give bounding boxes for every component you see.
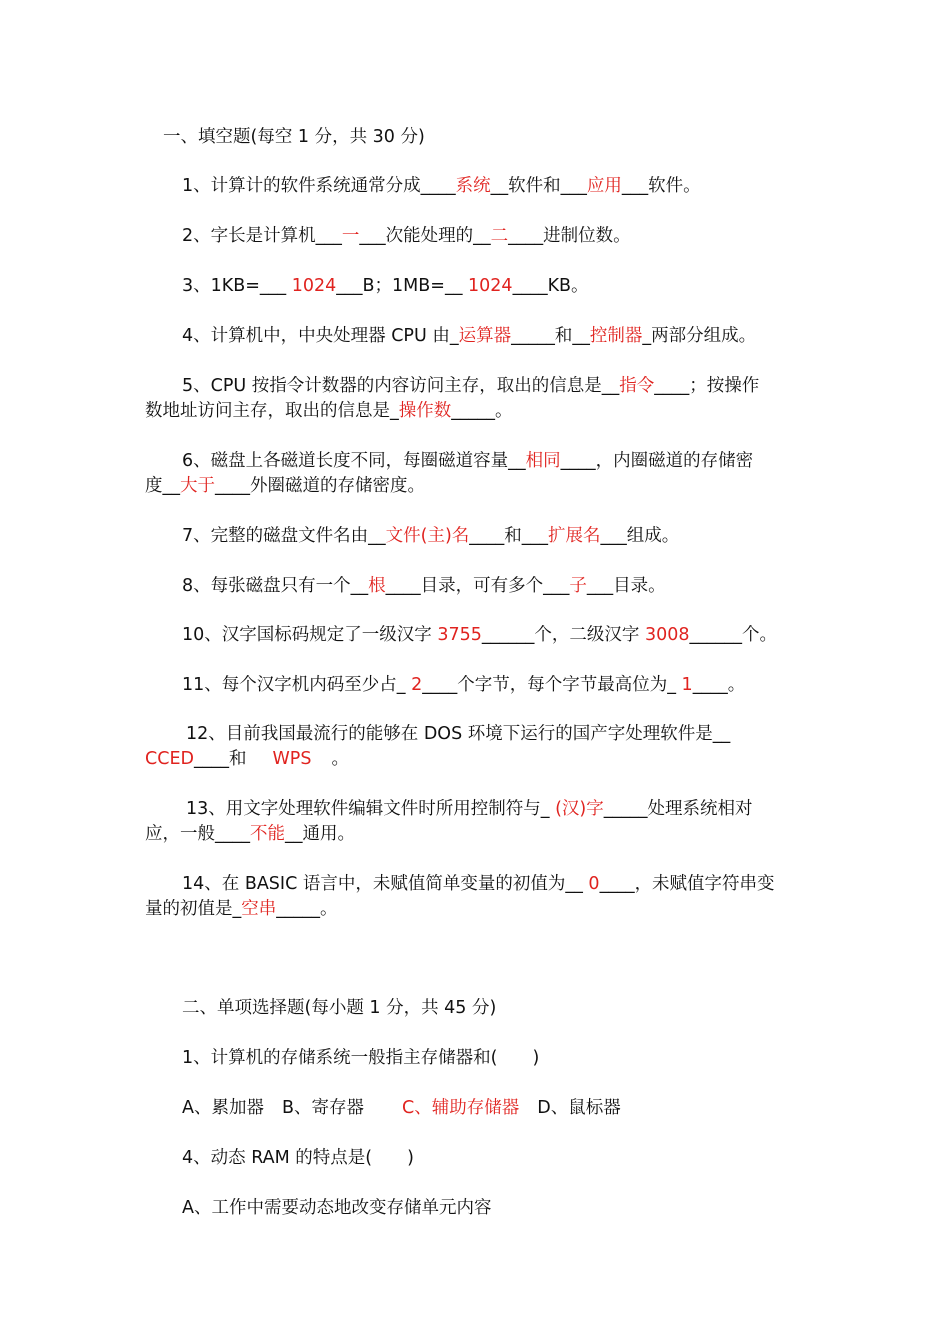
q4-text-b: _____和__	[511, 326, 590, 346]
q5-text-a: 5、CPU 按指令计数器的内容访问主存，取出的信息是__	[182, 376, 620, 396]
question-14-line-2	[145, 897, 338, 921]
q7-answer-2: 扩展名	[548, 526, 601, 546]
question-13-line-2	[145, 822, 355, 846]
q6-text-a: 6、磁盘上各磁道长度不同，每圈磁道容量__	[182, 451, 526, 471]
q11-text-a: 11、每个汉字机内码至少占_	[182, 675, 412, 695]
q7-text-b: ____和___	[469, 526, 549, 546]
q6-answer-2: 大于	[180, 476, 215, 496]
q11-answer-2: 1	[681, 675, 693, 695]
q5-answer-2: 操作数	[398, 401, 452, 421]
q8-text-b: ____目录，可有多个___	[385, 576, 570, 596]
q5-text-b: ____；按操作	[654, 376, 760, 396]
q10-text-a: 10、汉字国标码规定了一级汉字	[182, 625, 438, 645]
q8-text-a: 8、每张磁盘只有一个__	[182, 576, 369, 596]
q3-answer-2: 1024	[468, 276, 513, 296]
q13-answer-2: 不能	[250, 824, 285, 844]
question-3	[182, 274, 589, 298]
q5-text-d: _____。	[451, 401, 513, 421]
choice-question-1-options	[182, 1096, 621, 1120]
q1-blank-a: ____	[420, 176, 456, 196]
option-c: C、辅助存储器	[402, 1098, 520, 1118]
question-5-line-2	[145, 399, 513, 423]
question-12-line-2	[145, 747, 349, 771]
section-2-title: 二、单项选择题(每小题 1 分，共 45 分)	[182, 998, 497, 1018]
choice-question-4-option-a: A、工作中需要动态地改变存储单元内容	[182, 1198, 492, 1218]
q10-answer-1: 3755	[437, 625, 482, 645]
q13-text-b: _____处理系统相对	[603, 799, 753, 819]
q14-text-a: 14、在 BASIC 语言中，未赋值简单变量的初值为__	[182, 874, 589, 894]
question-6-line-1	[182, 449, 753, 473]
q5-text-c: 数地址访问主存，取出的信息是_	[145, 401, 399, 421]
question-11	[182, 673, 745, 697]
q7-text-c: ___组成。	[600, 526, 680, 546]
question-13-line-1	[186, 797, 753, 821]
q1-text-d: ___软件。	[621, 176, 701, 196]
q3-text-c: ____KB。	[512, 276, 589, 296]
q13-answer-1: (汉)字	[555, 799, 604, 819]
q4-text-c: _两部分组成。	[642, 326, 757, 346]
q13-text-a: 13、用文字处理软件编辑文件时所用控制符与_	[186, 799, 556, 819]
q2-answer-2: 二	[490, 226, 509, 246]
q14-answer-2: 空串	[241, 899, 277, 919]
q2-text-b: ___次能处理的__	[359, 226, 491, 246]
q8-answer-1: 根	[368, 576, 386, 596]
q14-text-b: ____，未赋值字符串变	[599, 874, 775, 894]
q12-text-c: 。	[331, 749, 349, 769]
choice-question-4: 4、动态 RAM 的特点是( )	[182, 1148, 414, 1168]
q8-answer-2: 子	[569, 576, 587, 596]
section-1-title: 一、填空题(每空 1 分，共 30 分)	[163, 127, 425, 147]
q7-answer-1: 文件(主)名	[385, 526, 470, 546]
question-8	[182, 574, 666, 598]
question-7	[182, 524, 679, 548]
question-12-line-1: 12、目前我国最流行的能够在 DOS 环境下运行的国产字处理软件是__	[186, 724, 731, 744]
q14-answer-1: 0	[588, 874, 600, 894]
q11-text-b: ____个字节，每个字节最高位为_	[422, 675, 682, 695]
q3-text-a: 3、1KB=___	[182, 276, 292, 296]
q6-text-d: ____外圈磁道的存储密度。	[215, 476, 425, 496]
q5-answer-1: 指令	[619, 376, 655, 396]
q2-answer-1: 一	[341, 226, 360, 246]
q13-text-d: __通用。	[285, 824, 355, 844]
q4-answer-2: 控制器	[589, 326, 643, 346]
q1-answer-1: 系统	[455, 176, 491, 196]
q10-text-b: ______个，二级汉字	[481, 625, 645, 645]
q10-answer-2: 3008	[644, 625, 690, 645]
q7-text-a: 7、完整的磁盘文件名由__	[182, 526, 386, 546]
q11-answer-1: 2	[411, 675, 423, 695]
q14-text-d: _____。	[276, 899, 338, 919]
q8-text-c: ___目录。	[586, 576, 666, 596]
q2-text-c: ____进制位数。	[508, 226, 631, 246]
option-a: A、累加器	[182, 1098, 264, 1118]
q13-text-c: 应，一般____	[145, 824, 250, 844]
q2-text-a: 2、字长是计算机___	[182, 226, 342, 246]
q6-text-b: ____，内圈磁道的存储密	[560, 451, 754, 471]
question-1	[182, 174, 701, 198]
question-6-line-2	[145, 474, 425, 498]
q4-text-a: 4、计算机中，中央处理器 CPU 由_	[182, 326, 459, 346]
question-2	[182, 224, 631, 248]
q10-text-c: ______个。	[689, 625, 777, 645]
question-5-line-1	[182, 374, 759, 398]
option-b: B、寄存器	[281, 1098, 364, 1118]
choice-question-1: 1、计算机的存储系统一般指主存储器和( )	[182, 1048, 540, 1068]
q12-answer-2: WPS	[272, 749, 312, 769]
q1-text-c: __软件和___	[490, 176, 587, 196]
q14-text-c: 量的初值是_	[145, 899, 242, 919]
question-14-line-1	[182, 872, 775, 896]
q11-text-c: ____。	[692, 675, 746, 695]
q12-text-b: ____和	[193, 749, 247, 769]
q1-answer-2: 应用	[586, 176, 622, 196]
q6-answer-1: 相同	[525, 451, 561, 471]
q4-answer-1: 运算器	[458, 326, 512, 346]
q3-answer-1: 1024	[291, 276, 337, 296]
option-d: D、鼠标器	[537, 1098, 621, 1118]
question-10	[182, 623, 777, 647]
q1-text-a: 1、计算计的软件系统通常分成	[182, 176, 421, 196]
q12-answer-1: CCED	[145, 749, 194, 769]
question-4	[182, 324, 756, 348]
q6-text-c: 度__	[145, 476, 180, 496]
q3-text-b: ___B；1MB=__	[336, 276, 469, 296]
